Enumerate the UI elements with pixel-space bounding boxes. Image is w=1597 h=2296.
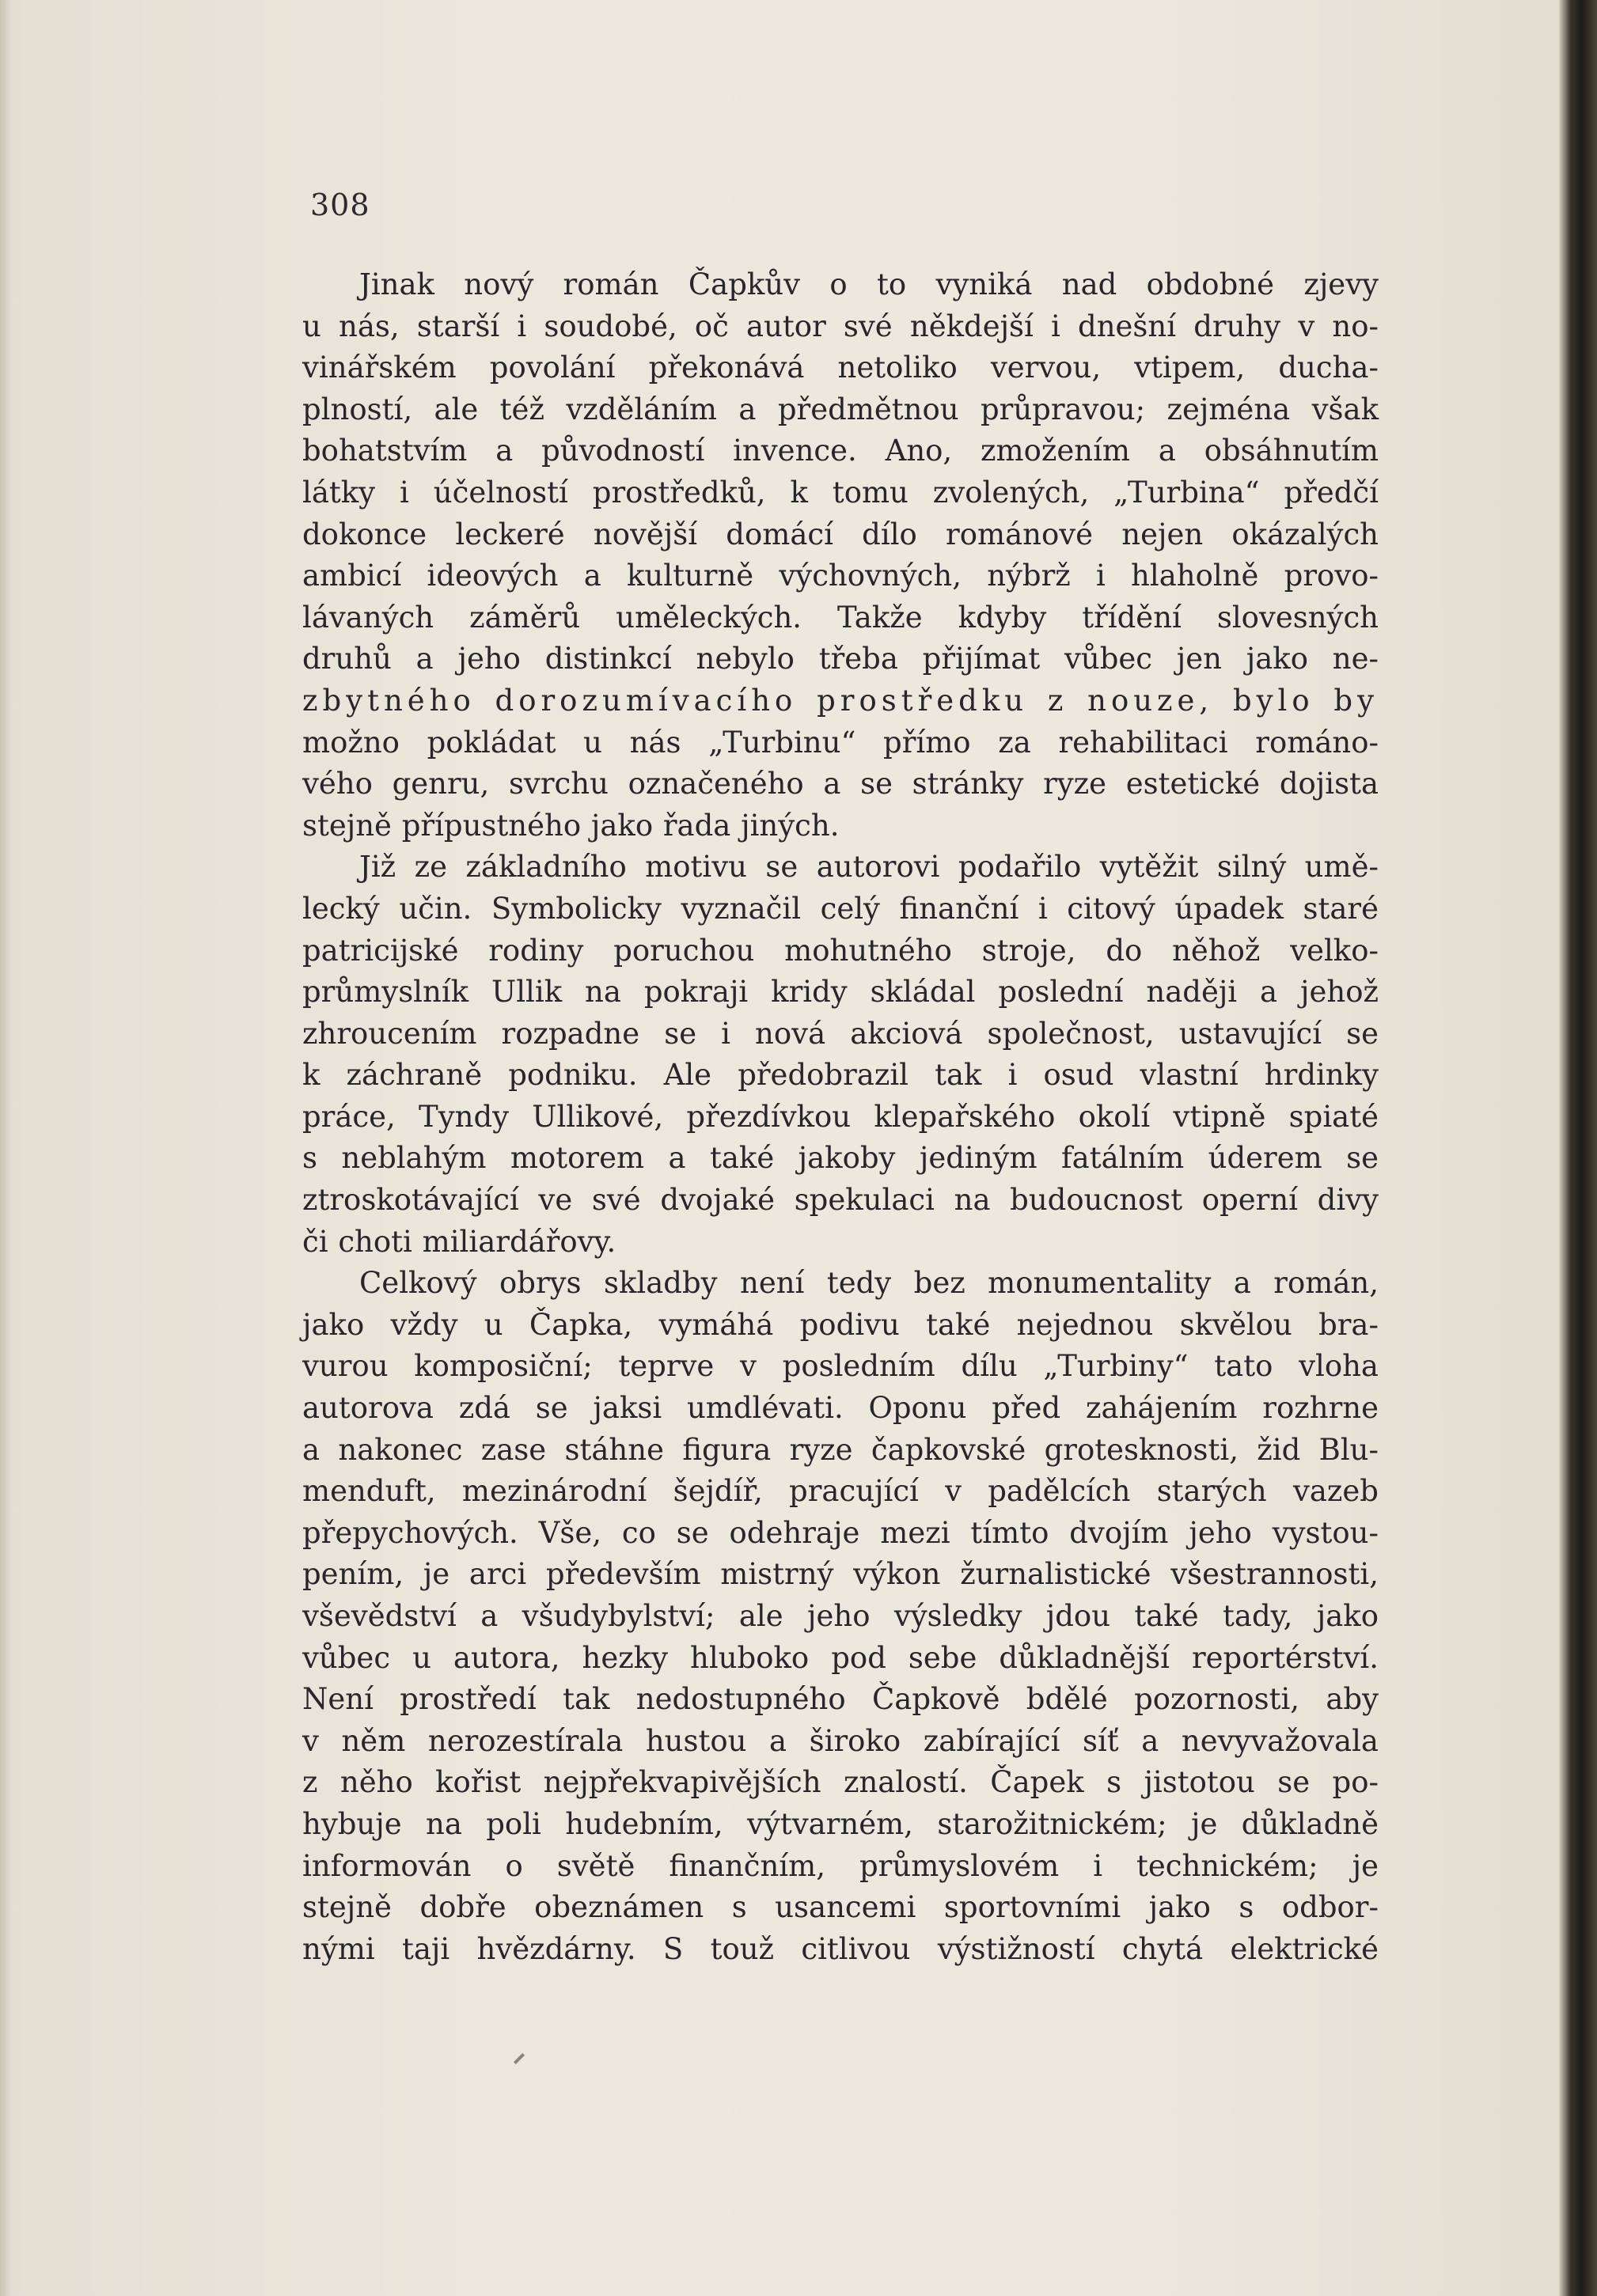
- text-line: možno pokládat u nás „Turbinu“ přímo za rehabilitaci románo-: [302, 725, 1379, 760]
- text-line: v něm nerozestírala hustou a široko zabírající síť a nevyvažovala: [302, 1723, 1379, 1758]
- text-line: nými taji hvězdárny. S touž citlivou výstižností chytá elektrické: [302, 1931, 1379, 1966]
- text-line: ambicí ideových a kulturně výchovných, nýbrž i hlaholně provo-: [302, 559, 1379, 593]
- text-line: patricijské rodiny poruchou mohutného stroje, do něhož velko-: [302, 933, 1379, 968]
- text-line: stejně přípustného jako řada jiných.: [302, 808, 840, 843]
- text-line: druhů a jeho distinkcí nebylo třeba přijímat vůbec jen jako ne-: [302, 642, 1379, 676]
- text-line: ztroskotávající ve své dvojaké spekulaci na budoucnost operní divy: [302, 1183, 1379, 1218]
- text-line: bohatstvím a původností invence. Ano, zmožením a obsáhnutím: [302, 434, 1379, 468]
- text-line: vůbec u autora, hezky hluboko pod sebe důkladnější reportérství.: [302, 1640, 1379, 1675]
- text-line: vého genru, svrchu označeného a se stránky ryze estetické dojista: [302, 767, 1379, 801]
- text-line: dokonce leckeré novější domácí dílo románové nejen okázalých: [302, 517, 1379, 551]
- text-line: Jinak nový román Čapkův o to vyniká nad obdobné zjevy: [359, 267, 1379, 301]
- text-line: a nakonec zase stáhne figura ryze čapkovské grotesknosti, žid Blu-: [302, 1432, 1379, 1467]
- page-edge-shadow: [0, 0, 13, 2296]
- text-line: k záchraně podniku. Ale předobrazil tak i osud vlastní hrdinky: [302, 1058, 1379, 1093]
- text-line: autorova zdá se jaksi umdlévati. Oponu před zahájením rozhrne: [302, 1391, 1379, 1426]
- text-line: hybuje na poli hudebním, výtvarném, starožitnickém; je důkladně: [302, 1806, 1379, 1841]
- text-line: práce, Tyndy Ullikové, přezdívkou klepařského okolí vtipně spiaté: [302, 1099, 1379, 1134]
- text-line: či choti miliardářovy.: [302, 1224, 616, 1259]
- text-line: Již ze základního motivu se autorovi podařilo vytěžit silný umě-: [359, 850, 1379, 885]
- text-line: zbytného dorozumívacího prostředku z nouze, bylo by: [302, 683, 1379, 718]
- text-line: lecký učin. Symbolicky vyznačil celý finanční i citový úpadek staré: [302, 891, 1379, 926]
- text-line: u nás, starší i soudobé, oč autor své někdejší i dnešní druhy v no-: [302, 309, 1379, 343]
- pencil-mark: [514, 2053, 525, 2064]
- text-line: plností, ale též vzděláním a předmětnou průpravou; zejména však: [302, 392, 1379, 426]
- text-line: pením, je arci především mistrný výkon žurnalistické všestrannosti,: [302, 1557, 1379, 1592]
- book-binding-edge: [1559, 0, 1597, 2296]
- text-line: zhroucením rozpadne se i nová akciová společnost, ustavující se: [302, 1016, 1379, 1051]
- text-line: látky i účelností prostředků, k tomu zvolených, „Turbina“ předčí: [302, 475, 1379, 510]
- text-line: vurou komposiční; teprve v posledním dílu „Turbiny“ tato vloha: [302, 1349, 1379, 1384]
- text-line: přepychových. Vše, co se odehraje mezi tímto dvojím jeho vystou-: [302, 1515, 1379, 1550]
- text-line: Není prostředí tak nedostupného Čapkově bdělé pozornosti, aby: [302, 1682, 1379, 1717]
- text-line: menduft, mezinárodní šejdíř, pracující v padělcích starých vazeb: [302, 1474, 1379, 1509]
- text-line: průmyslník Ullik na pokraji kridy skládal poslední naději a jehož: [302, 975, 1379, 1010]
- text-line: vinářském povolání překonává netoliko vervou, vtipem, ducha-: [302, 350, 1379, 385]
- text-line: lávaných záměrů uměleckých. Takže kdyby třídění slovesných: [302, 600, 1379, 635]
- text-line: vševědství a všudybylství; ale jeho výsledky jdou také tady, jako: [302, 1599, 1379, 1633]
- text-line: z něho kořist nejpřekvapivějších znalostí. Čapek s jistotou se po-: [302, 1765, 1379, 1800]
- body-text: [302, 264, 1379, 1970]
- text-line: Celkový obrys skladby není tedy bez monumentality a román,: [359, 1266, 1379, 1301]
- page-number: 308: [310, 188, 370, 222]
- text-line: stejně dobře obeznámen s usancemi sportovními jako s odbor-: [302, 1890, 1379, 1925]
- text-line: informován o světě finančním, průmyslovém i technickém; je: [302, 1848, 1379, 1883]
- text-line: jako vždy u Čapka, vymáhá podivu také nejednou skvělou bra-: [302, 1307, 1379, 1342]
- text-line: s neblahým motorem a také jakoby jediným fatálním úderem se: [302, 1141, 1379, 1176]
